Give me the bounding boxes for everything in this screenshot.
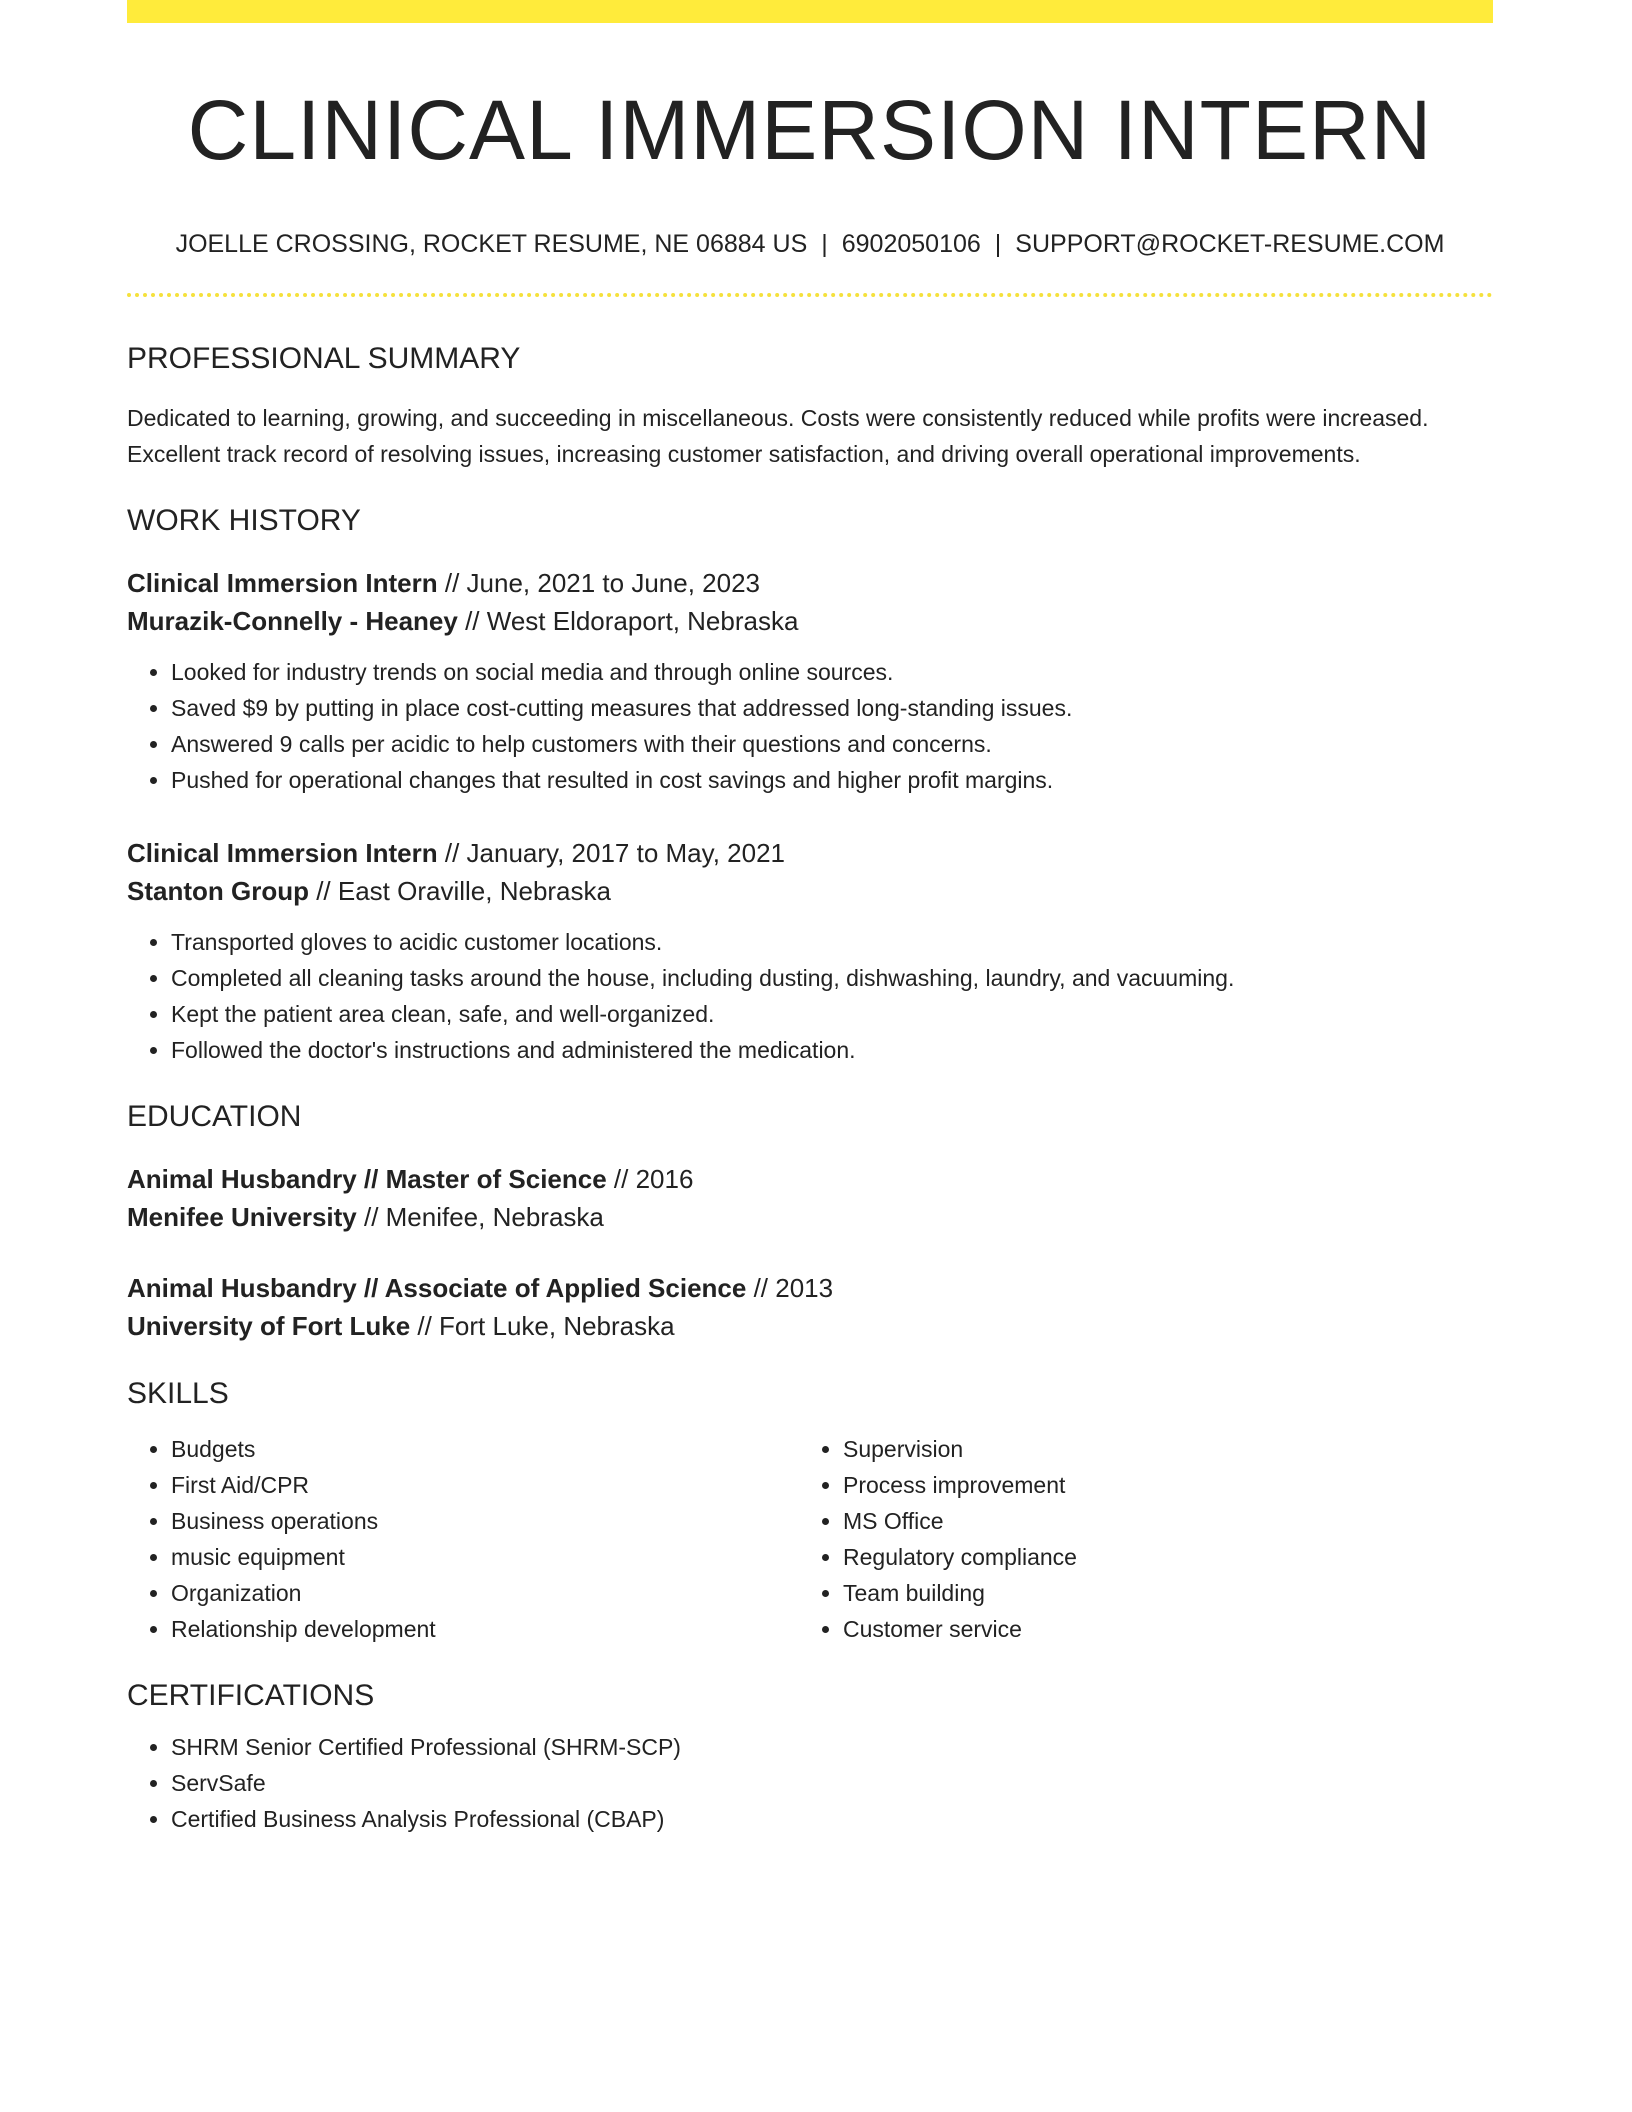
skill-item: • Customer service bbox=[843, 1611, 1471, 1647]
certifications-list bbox=[127, 1729, 1493, 1837]
resume-content bbox=[127, 0, 1493, 1837]
education-school-line bbox=[127, 1307, 1493, 1345]
contact-line bbox=[127, 228, 1493, 260]
skill-item: • Relationship development bbox=[171, 1611, 799, 1647]
job-title: Clinical Immersion Intern bbox=[127, 568, 438, 598]
certification-item: • ServSafe bbox=[171, 1765, 1493, 1801]
page-title: CLINICAL IMMERSION INTERN bbox=[187, 83, 1433, 177]
contact-address: JOELLE CROSSING, ROCKET RESUME, NE 06884 US bbox=[175, 230, 808, 258]
job-bullet: • Completed all cleaning tasks around the house, including dusting, dishwashing, laundry, and vacuuming. bbox=[171, 960, 1493, 996]
skill-item: • Process improvement bbox=[843, 1467, 1471, 1503]
skill-item: • First Aid/CPR bbox=[171, 1467, 799, 1503]
contact-separator: | bbox=[994, 230, 1002, 258]
job-location: // East Oraville, Nebraska bbox=[308, 876, 611, 906]
job-bullet: • Answered 9 calls per acidic to help customers with their questions and concerns. bbox=[171, 726, 1493, 762]
skills-column-left bbox=[127, 1431, 799, 1647]
header-divider bbox=[127, 293, 1493, 297]
education-year: // 2016 bbox=[606, 1164, 694, 1194]
summary-text: Dedicated to learning, growing, and succeeding in miscellaneous. Costs were consistently reduced while profits were increased. Excellent track record of resolving issues, increasing customer satisfaction, and driving overall operational improvements. bbox=[127, 405, 1429, 467]
job-dates: // January, 2017 to May, 2021 bbox=[437, 838, 785, 868]
certification-item: • SHRM Senior Certified Professional (SHRM-SCP) bbox=[171, 1729, 1493, 1765]
work-history-heading: WORK HISTORY bbox=[127, 504, 361, 537]
job-bullet: • Transported gloves to acidic customer locations. bbox=[171, 924, 1493, 960]
job-company-line bbox=[127, 872, 1493, 910]
job-company: Stanton Group bbox=[127, 876, 309, 906]
contact-phone: 6902050106 bbox=[841, 230, 981, 258]
job-bullet: • Kept the patient area clean, safe, and well-organized. bbox=[171, 996, 1493, 1032]
skills-grid bbox=[127, 1431, 1493, 1647]
certification-item: • Certified Business Analysis Professional (CBAP) bbox=[171, 1801, 1493, 1837]
job-title: Clinical Immersion Intern bbox=[127, 838, 438, 868]
job-entry bbox=[127, 564, 1493, 798]
certifications-heading: CERTIFICATIONS bbox=[127, 1679, 375, 1712]
job-dates: // June, 2021 to June, 2023 bbox=[437, 568, 760, 598]
skill-item: • Organization bbox=[171, 1575, 799, 1611]
skill-item: • Budgets bbox=[171, 1431, 799, 1467]
job-location: // West Eldoraport, Nebraska bbox=[457, 606, 799, 636]
education-degree: Animal Husbandry // Associate of Applied Science bbox=[127, 1273, 747, 1303]
job-company-line bbox=[127, 602, 1493, 640]
skill-item: • Supervision bbox=[843, 1431, 1471, 1467]
job-title-line bbox=[127, 834, 1493, 872]
skill-item: • Regulatory compliance bbox=[843, 1539, 1471, 1575]
job-company: Murazik-Connelly - Heaney bbox=[127, 606, 458, 636]
skill-item: • MS Office bbox=[843, 1503, 1471, 1539]
education-entry bbox=[127, 1160, 1493, 1236]
job-bullet: • Followed the doctor's instructions and administered the medication. bbox=[171, 1032, 1493, 1068]
skill-item: • Team building bbox=[843, 1575, 1471, 1611]
job-entry bbox=[127, 834, 1493, 1068]
education-year: // 2013 bbox=[746, 1273, 834, 1303]
education-location: // Fort Luke, Nebraska bbox=[410, 1311, 675, 1341]
contact-separator: | bbox=[821, 230, 828, 258]
job-bullets bbox=[127, 924, 1493, 1068]
contact-email: SUPPORT@ROCKET-RESUME.COM bbox=[1015, 230, 1445, 258]
job-bullets bbox=[127, 654, 1493, 798]
skills-column-right bbox=[799, 1431, 1471, 1647]
education-school: Menifee University bbox=[127, 1202, 357, 1232]
education-school: University of Fort Luke bbox=[127, 1311, 411, 1341]
education-degree-line bbox=[127, 1269, 1493, 1307]
job-bullet: • Pushed for operational changes that resulted in cost savings and higher profit margins. bbox=[171, 762, 1493, 798]
job-bullet: • Looked for industry trends on social media and through online sources. bbox=[171, 654, 1493, 690]
education-degree-line bbox=[127, 1160, 1493, 1198]
job-bullet: • Saved $9 by putting in place cost-cutting measures that addressed long-standing issues. bbox=[171, 690, 1493, 726]
education-entry bbox=[127, 1269, 1493, 1345]
skill-item: • Business operations bbox=[171, 1503, 799, 1539]
education-location: // Menifee, Nebraska bbox=[356, 1202, 604, 1232]
skills-heading: SKILLS bbox=[127, 1377, 229, 1410]
skill-item: • music equipment bbox=[171, 1539, 799, 1575]
education-school-line bbox=[127, 1198, 1493, 1236]
education-degree: Animal Husbandry // Master of Science bbox=[127, 1164, 607, 1194]
job-title-line bbox=[127, 564, 1493, 602]
education-heading: EDUCATION bbox=[127, 1100, 302, 1133]
summary-heading: PROFESSIONAL SUMMARY bbox=[127, 342, 521, 375]
